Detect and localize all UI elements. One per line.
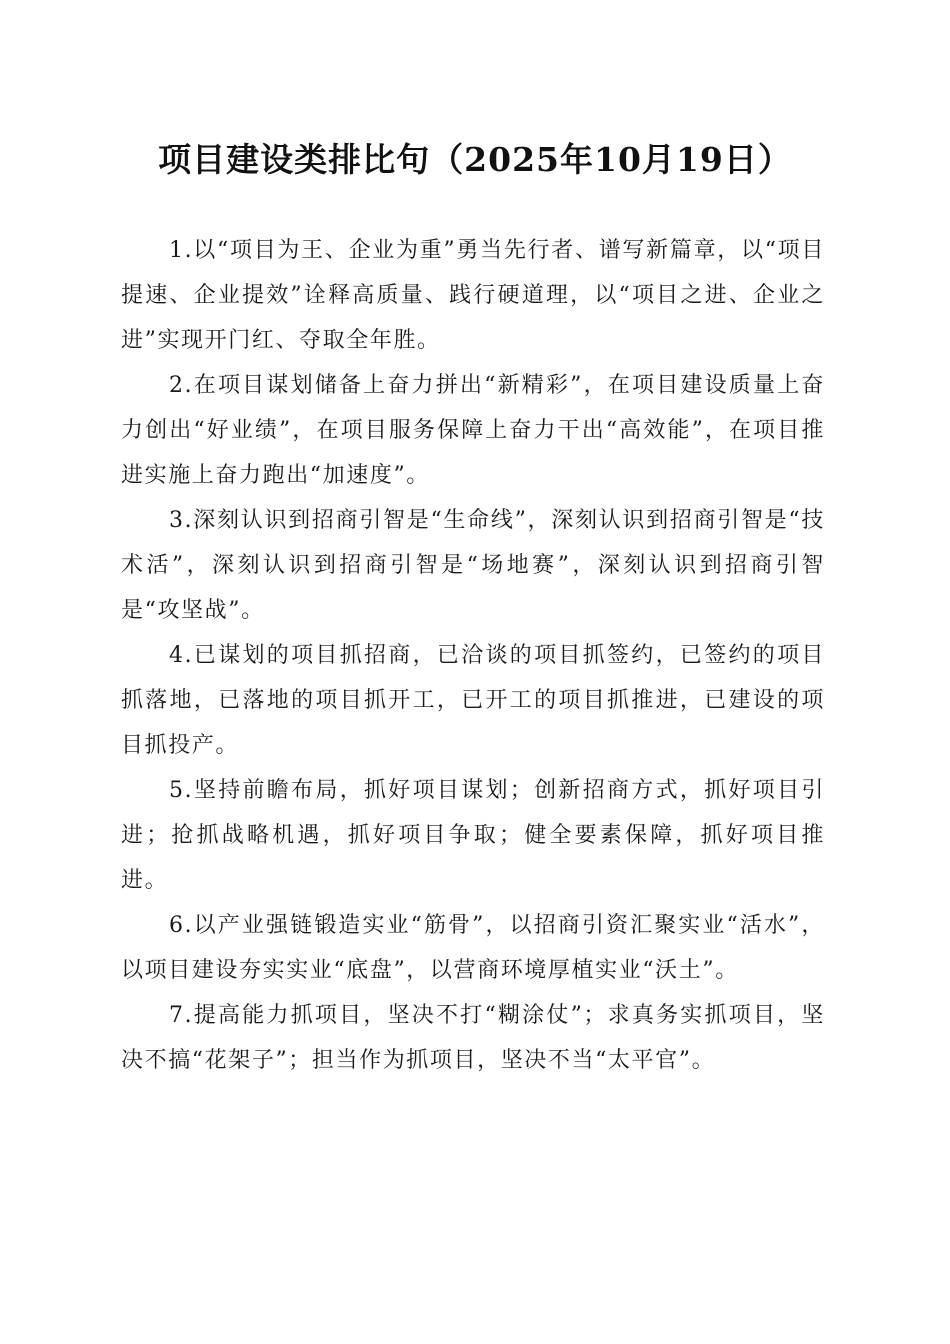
paragraph-3: 3.深刻认识到招商引智是“生命线”，深刻认识到招商引智是“技术活”，深刻认识到招商引智是“场地赛”，深刻认识到招商引智是“攻坚战”。 (121, 508, 825, 623)
paragraph-2: 2.在项目谋划储备上奋力拼出“新精彩”，在项目建设质量上奋力创出“好业绩”，在项目服务保障上奋力干出“高效能”，在项目推进实施上奋力跑出“加速度”。 (121, 373, 825, 488)
document-title: 项目建设类排比句（2025年10月19日） (158, 140, 792, 179)
paragraph-5: 5.坚持前瞻布局，抓好项目谋划；创新招商方式，抓好项目引进；抢抓战略机遇，抓好项目争取；健全要素保障，抓好项目推进。 (121, 778, 825, 893)
document-body (121, 228, 825, 1083)
paragraph-4: 4.已谋划的项目抓招商，已洽谈的项目抓签约，已签约的项目抓落地，已落地的项目抓开工，已开工的项目抓推进，已建设的项目抓投产。 (121, 643, 825, 758)
paragraph-6: 6.以产业强链锻造实业“筋骨”，以招商引资汇聚实业“活水”，以项目建设夯实实业“底盘”，以营商环境厚植实业“沃土”。 (121, 913, 825, 983)
paragraph-1: 1.以“项目为王、企业为重”勇当先行者、谱写新篇章，以“项目提速、企业提效”诠释高质量、践行硬道理，以“项目之进、企业之进”实现开门红、夺取全年胜。 (121, 238, 825, 353)
paragraph-7: 7.提高能力抓项目，坚决不打“糊涂仗”；求真务实抓项目，坚决不搞“花架子”；担当作为抓项目，坚决不当“太平官”。 (121, 1003, 825, 1073)
